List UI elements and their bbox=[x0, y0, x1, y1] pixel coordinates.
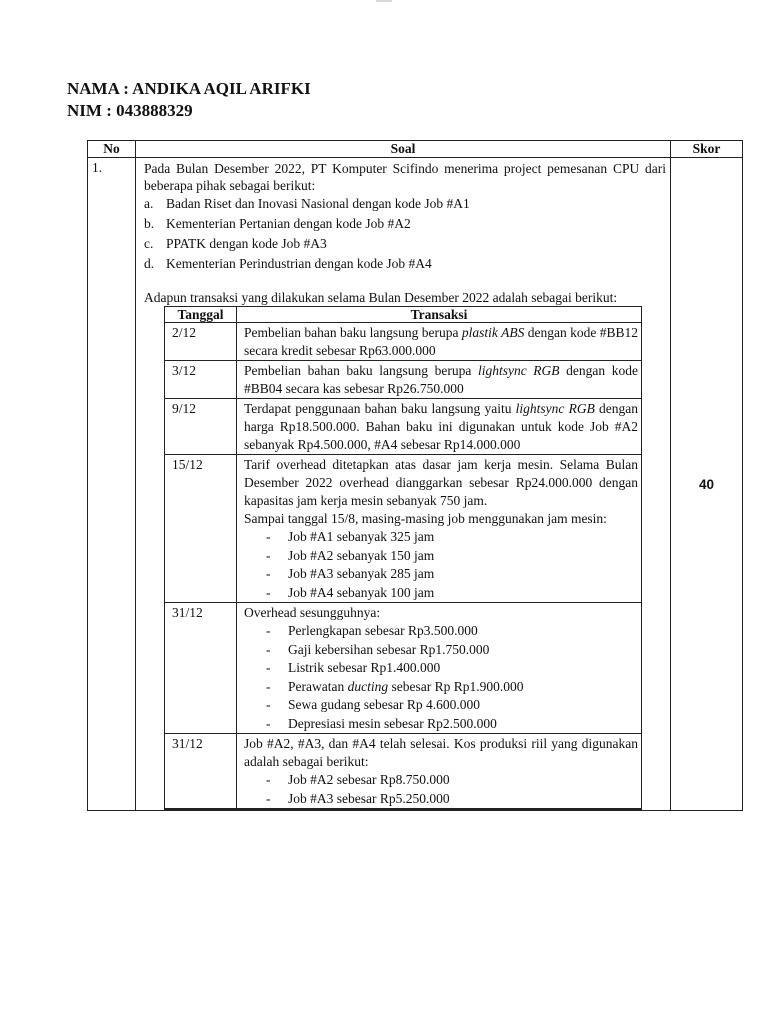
overhead-list bbox=[244, 622, 638, 733]
list-item: - Sewa gudang sebesar Rp 4.600.000 bbox=[266, 697, 480, 712]
header-soal: Soal bbox=[136, 141, 671, 158]
table-row bbox=[165, 361, 642, 399]
transaction-text: Job #A2, #A3, dan #A4 telah selesai. Kos produksi riil yang digunakan adalah sebagai berikut: - Job #A2 sebesar Rp8.750.000 - Job #A3 sebesar Rp5.250.000 bbox=[237, 734, 642, 810]
header-tanggal: Tanggal bbox=[165, 307, 237, 323]
list-item: - Job #A3 sebesar Rp5.250.000 bbox=[266, 790, 450, 806]
transaction-text: Terdapat penggunaan bahan baku langsung yaitu lightsync RGB dengan harga Rp18.500.000. Bahan baku ini digunakan untuk kode Job #A2 sebanyak Rp4.500.000, #A4 sebesar Rp14.000.000 bbox=[237, 399, 642, 455]
list-item: d. Kementerian Perindustrian dengan kode Job #A4 bbox=[144, 256, 432, 271]
table-row bbox=[165, 399, 642, 455]
transactions-table bbox=[164, 306, 642, 810]
list-item: - Job #A3 sebanyak 285 jam bbox=[266, 566, 435, 581]
list-item: a. Badan Riset dan Inovasi Nasional dengan kode Job #A1 bbox=[144, 196, 470, 211]
list-item: - Job #A4 sebanyak 100 jam bbox=[266, 584, 435, 600]
list-item: - Gaji kebersihan sebesar Rp1.750.000 bbox=[266, 641, 490, 657]
transaction-date: 2/12 bbox=[165, 323, 237, 361]
student-nim: NIM : 043888329 bbox=[67, 101, 193, 120]
list-item: - Job #A2 sebesar Rp8.750.000 bbox=[266, 772, 450, 787]
list-item: - Perawatan ducting sebesar Rp Rp1.900.000 bbox=[266, 678, 524, 694]
client-list bbox=[144, 194, 666, 274]
score-value: 40 bbox=[671, 158, 743, 811]
list-item: - Depresiasi mesin sebesar Rp2.500.000 bbox=[266, 715, 497, 731]
transactions-header bbox=[165, 307, 642, 323]
transaction-text: Pembelian bahan baku langsung berupa lightsync RGB dengan kode #BB04 secara kas sebesar Rp26.750.000 bbox=[237, 361, 642, 399]
table-row bbox=[165, 603, 642, 734]
transaction-text: Tarif overhead ditetapkan atas dasar jam kerja mesin. Selama Bulan Desember 2022 overhead dianggarkan sebesar Rp24.000.000 dengan kapasitas jam kerja mesin sebanyak 750 jam. Sampai tanggal 15/8, masing-masing job menggunakan jam mesin: - Job #A1 sebanyak 325 jam - Job #A2 sebanyak 150 jam - Job #A3 sebanyak 285 jam - Job #A4 sebanyak 100 jam bbox=[237, 455, 642, 603]
transaction-date: 3/12 bbox=[165, 361, 237, 399]
question-body bbox=[136, 158, 671, 811]
question-number: 1. bbox=[88, 158, 136, 811]
machine-hours-list bbox=[244, 528, 638, 602]
header-no: No bbox=[88, 141, 136, 158]
transactions-intro: Adapun transaksi yang dilakukan selama Bulan Desember 2022 adalah sebagai berikut: bbox=[144, 290, 618, 305]
question-row bbox=[88, 158, 743, 811]
table-row bbox=[165, 734, 642, 810]
student-name: NAMA : ANDIKA AQIL ARIFKI bbox=[67, 79, 311, 98]
production-cost-list bbox=[244, 771, 638, 808]
transaction-text: Pembelian bahan baku langsung berupa plastik ABS dengan kode #BB12 secara kredit sebesar Rp63.000.000 bbox=[237, 323, 642, 361]
table-row bbox=[165, 323, 642, 361]
page-top-mark bbox=[376, 0, 392, 2]
transaction-text: Overhead sesungguhnya: - Perlengkapan sebesar Rp3.500.000 - Gaji kebersihan sebesar Rp1.750.000 - Listrik sebesar Rp1.400.000 - Perawatan ducting sebesar Rp Rp1.900.000 - Sewa gudang sebesar Rp 4.600.000 - Depresiasi mesin sebesar Rp2.500.000 bbox=[237, 603, 642, 734]
header-skor: Skor bbox=[671, 141, 743, 158]
list-item: b. Kementerian Pertanian dengan kode Job #A2 bbox=[144, 216, 411, 231]
question-intro: Pada Bulan Desember 2022, PT Komputer Scifindo menerima project pemesanan CPU dari beberapa pihak sebagai berikut: bbox=[144, 161, 666, 193]
list-item: c. PPATK dengan kode Job #A3 bbox=[144, 236, 327, 251]
transaction-date: 9/12 bbox=[165, 399, 237, 455]
question-table-header bbox=[88, 141, 743, 158]
list-item: - Perlengkapan sebesar Rp3.500.000 bbox=[266, 623, 478, 638]
transaction-date: 31/12 bbox=[165, 603, 237, 734]
list-item: - Listrik sebesar Rp1.400.000 bbox=[266, 660, 441, 675]
question-table bbox=[87, 140, 743, 811]
transaction-date: 31/12 bbox=[165, 734, 237, 810]
table-row bbox=[165, 455, 642, 603]
list-item: - Job #A2 sebanyak 150 jam bbox=[266, 547, 435, 563]
header-transaksi: Transaksi bbox=[237, 307, 642, 323]
list-item: - Job #A1 sebanyak 325 jam bbox=[266, 529, 435, 544]
transaction-date: 15/12 bbox=[165, 455, 237, 603]
